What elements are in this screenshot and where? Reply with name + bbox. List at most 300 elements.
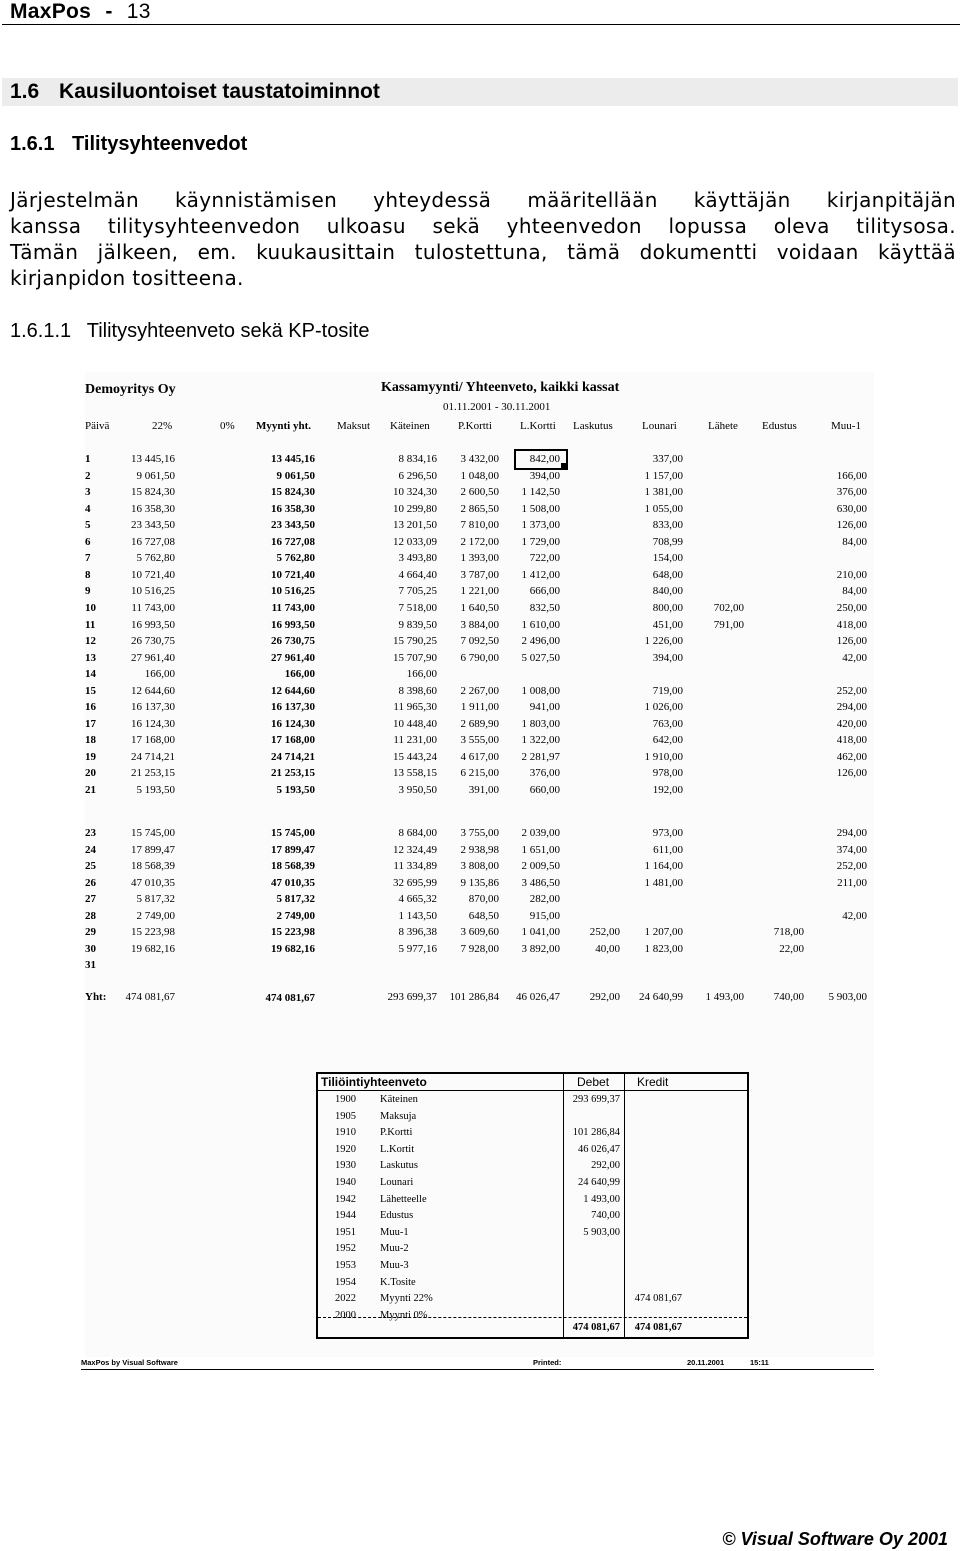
table-cell: 12 644,60 <box>131 684 175 697</box>
section-text: Kausiluontoiset taustatoiminnot <box>59 80 380 103</box>
table-cell: 252,00 <box>836 684 867 697</box>
totals-cell: 292,00 <box>589 991 620 1003</box>
page-number: 13 <box>126 0 151 23</box>
body-line: Tämän jälkeen, em. kuukausittain tulostettuna, tämä dokumentti voidaan käyttää <box>10 240 956 264</box>
entry-account: 1953 <box>335 1260 356 1271</box>
column-header: Myynti yht. <box>256 420 311 432</box>
table-cell: 376,00 <box>836 486 867 499</box>
table-cell: 1 226,00 <box>644 635 683 648</box>
table-cell: 648,00 <box>652 568 683 581</box>
table-cell: 84,00 <box>842 535 867 548</box>
entry-name: Myynti 0% <box>380 1309 428 1321</box>
day-cell: 20 <box>85 767 96 780</box>
entry-account: 1940 <box>335 1177 356 1188</box>
table-cell: 15 443,24 <box>393 750 437 763</box>
day-cell: 12 <box>85 635 96 648</box>
table-cell: 1 207,00 <box>644 926 683 939</box>
table-cell: 800,00 <box>652 602 683 614</box>
table-cell: 192,00 <box>652 784 683 796</box>
table-cell: 630,00 <box>836 502 867 515</box>
table-cell: 1 640,50 <box>460 602 499 614</box>
entry-name: Maksuja <box>380 1110 417 1122</box>
table-cell: 252,00 <box>589 926 620 939</box>
table-cell: 84,00 <box>842 585 867 598</box>
table-cell: 15 824,30 <box>131 486 175 499</box>
body-line: kanssa tilitysyhteenvedon ulkoasu sekä yhteenvedon lopussa oleva tilitysosa. <box>10 214 956 238</box>
table-cell: 24 714,21 <box>271 750 315 763</box>
table-cell: 1 026,00 <box>644 701 683 714</box>
table-cell: 420,00 <box>836 717 867 730</box>
table-cell: 666,00 <box>529 585 560 598</box>
table-cell: 8 834,16 <box>398 453 437 465</box>
subsection-title <box>10 133 247 156</box>
table-cell: 12 324,49 <box>393 843 437 856</box>
table-cell: 15 745,00 <box>271 827 315 839</box>
day-cell: 5 <box>85 519 91 532</box>
table-cell: 2 600,50 <box>460 486 499 499</box>
table-cell: 973,00 <box>652 827 683 839</box>
table-cell: 611,00 <box>653 843 683 856</box>
table-cell: 3 884,00 <box>460 618 499 631</box>
table-cell: 8 684,00 <box>398 827 437 839</box>
table-cell: 1 143,50 <box>398 909 437 922</box>
column-header: Maksut <box>337 420 370 432</box>
body-line: Järjestelmän käynnistämisen yhteydessä määritellään käyttäjän kirjanpitäjän <box>10 188 956 212</box>
table-cell: 10 516,25 <box>271 585 315 598</box>
day-cell: 21 <box>85 784 96 796</box>
table-cell: 5 193,50 <box>276 784 315 796</box>
table-cell: 13 445,16 <box>271 453 315 465</box>
table-cell: 11 965,30 <box>393 701 437 714</box>
table-cell: 1 651,00 <box>521 843 560 856</box>
report-period: 01.11.2001 - 30.11.2001 <box>443 401 551 413</box>
table-cell: 1 157,00 <box>644 469 683 482</box>
table-cell: 1 048,00 <box>460 469 499 482</box>
day-cell: 28 <box>85 909 96 922</box>
table-cell: 15 223,98 <box>131 926 175 939</box>
copyright: © Visual Software Oy 2001 <box>722 1529 948 1549</box>
table-cell: 294,00 <box>836 827 867 839</box>
entries-divider <box>563 1074 564 1337</box>
day-cell: 31 <box>85 959 96 972</box>
entry-account: 1944 <box>335 1210 356 1222</box>
table-cell: 2 938,98 <box>460 843 499 856</box>
table-cell: 5 193,50 <box>136 784 175 796</box>
table-cell: 16 358,30 <box>131 502 175 515</box>
table-cell: 13 558,15 <box>393 767 437 780</box>
table-cell: 40,00 <box>595 942 620 955</box>
table-cell: 2 172,00 <box>460 535 499 548</box>
table-cell: 1 164,00 <box>644 860 683 873</box>
fill-handle[interactable] <box>561 463 566 468</box>
table-cell: 23 343,50 <box>131 519 175 532</box>
column-header: Edustus <box>762 420 797 432</box>
day-cell: 14 <box>85 668 96 681</box>
table-cell: 3 755,00 <box>460 827 499 839</box>
table-cell: 870,00 <box>468 893 499 906</box>
table-cell: 21 253,15 <box>131 767 175 780</box>
entry-name: Edustus <box>380 1210 414 1222</box>
day-cell: 30 <box>85 942 96 955</box>
table-cell: 2 496,00 <box>521 635 560 648</box>
table-cell: 42,00 <box>842 909 867 922</box>
totals-cell: 1 493,00 <box>705 991 744 1003</box>
table-cell: 2 749,00 <box>276 909 315 922</box>
report-footer-rule <box>81 1369 874 1370</box>
day-cell: 29 <box>85 926 96 939</box>
table-cell: 978,00 <box>652 767 683 780</box>
entry-name: L.Kortit <box>380 1143 415 1155</box>
table-cell: 16 137,30 <box>271 701 315 714</box>
table-cell: 1 803,00 <box>521 717 560 730</box>
entry-debet: 46 026,47 <box>578 1143 620 1155</box>
table-cell: 1 481,00 <box>644 876 683 889</box>
table-cell: 660,00 <box>529 784 560 796</box>
table-cell: 648,50 <box>468 909 499 922</box>
column-header: Lähete <box>708 420 738 432</box>
table-cell: 9 839,50 <box>398 618 437 631</box>
table-cell: 13 201,50 <box>393 519 437 532</box>
table-cell: 17 899,47 <box>271 843 315 856</box>
table-cell: 1 041,00 <box>521 926 560 939</box>
table-cell: 3 787,00 <box>460 568 499 581</box>
table-cell: 5 817,32 <box>276 893 315 906</box>
body-paragraph <box>10 187 956 291</box>
body-line: kirjanpidon tositteena. <box>10 266 244 290</box>
table-cell: 47 010,35 <box>271 876 315 889</box>
table-cell: 126,00 <box>836 635 867 648</box>
table-cell: 166,00 <box>284 668 315 681</box>
totals-cell: 5 903,00 <box>828 991 867 1003</box>
totals-cell: 101 286,84 <box>449 991 499 1003</box>
table-cell: 3 892,00 <box>521 942 560 955</box>
entry-account: 1951 <box>335 1226 356 1238</box>
entry-name: Lounari <box>380 1177 414 1188</box>
table-cell: 16 358,30 <box>271 502 315 515</box>
table-cell: 12 644,60 <box>271 684 315 697</box>
entry-debet: 5 903,00 <box>583 1226 620 1238</box>
table-cell: 394,00 <box>652 651 683 664</box>
table-cell: 6 296,50 <box>398 469 437 482</box>
entry-name: Muu-1 <box>380 1226 409 1238</box>
table-cell: 418,00 <box>836 618 867 631</box>
table-cell: 10 324,30 <box>393 486 437 499</box>
table-cell: 4 617,00 <box>460 750 499 763</box>
entry-account: 2022 <box>335 1293 356 1305</box>
table-cell: 3 950,50 <box>398 784 437 796</box>
entry-kredit: 474 081,67 <box>634 1293 682 1305</box>
day-cell: 17 <box>85 717 96 730</box>
table-cell: 791,00 <box>713 618 744 631</box>
table-cell: 17 899,47 <box>131 843 175 856</box>
entry-account: 1954 <box>335 1276 356 1288</box>
entry-name: Muu-3 <box>380 1260 409 1271</box>
table-cell: 1 381,00 <box>644 486 683 499</box>
day-cell: 23 <box>85 827 96 839</box>
table-cell: 7 518,00 <box>398 602 437 614</box>
table-cell: 166,00 <box>144 668 175 681</box>
report-footer-left: MaxPos by Visual Software <box>81 1358 178 1367</box>
report-printed-time: 15:11 <box>750 1358 769 1367</box>
header-rule <box>2 24 960 25</box>
table-cell: 11 743,00 <box>271 602 315 614</box>
table-cell: 3 432,00 <box>460 453 499 465</box>
day-cell: 3 <box>85 486 91 499</box>
totals-cell: 474 081,67 <box>265 992 315 1004</box>
table-cell: 16 727,08 <box>131 535 175 548</box>
day-cell: 16 <box>85 701 96 714</box>
table-cell: 21 253,15 <box>271 767 315 780</box>
table-cell: 2 009,50 <box>521 860 560 873</box>
table-cell: 391,00 <box>468 784 499 796</box>
day-cell: 6 <box>85 535 91 548</box>
header-separator: - <box>105 0 113 23</box>
entries-box <box>316 1072 749 1339</box>
table-cell: 3 609,60 <box>460 926 499 939</box>
entry-name: Käteinen <box>380 1094 418 1105</box>
entry-account: 1900 <box>335 1094 356 1105</box>
table-cell: 7 705,25 <box>398 585 437 598</box>
table-cell: 2 267,00 <box>460 684 499 697</box>
table-cell: 11 231,00 <box>393 734 437 747</box>
table-cell: 252,00 <box>836 860 867 873</box>
table-cell: 19 682,16 <box>131 942 175 955</box>
table-cell: 832,50 <box>529 602 560 614</box>
day-cell: 24 <box>85 843 96 856</box>
table-cell: 376,00 <box>529 767 560 780</box>
table-cell: 840,00 <box>652 585 683 598</box>
table-cell: 1 910,00 <box>644 750 683 763</box>
table-cell: 1 373,00 <box>521 519 560 532</box>
table-cell: 32 695,99 <box>393 876 437 889</box>
table-cell: 3 486,50 <box>521 876 560 889</box>
table-cell: 9 061,50 <box>136 469 175 482</box>
report-image <box>81 372 874 1372</box>
table-cell: 210,00 <box>836 568 867 581</box>
table-cell: 642,00 <box>652 734 683 747</box>
table-cell: 722,00 <box>529 552 560 565</box>
table-cell: 719,00 <box>652 684 683 697</box>
column-header: Käteinen <box>390 420 430 432</box>
subsubsection-number: 1.6.1.1 <box>10 320 72 342</box>
table-cell: 166,00 <box>836 469 867 482</box>
table-cell: 8 396,38 <box>398 926 437 939</box>
table-cell: 4 665,32 <box>398 893 437 906</box>
table-cell: 11 334,89 <box>393 860 437 873</box>
table-cell: 1 008,00 <box>521 684 560 697</box>
table-cell: 10 516,25 <box>131 585 175 598</box>
table-cell: 22,00 <box>779 942 804 955</box>
entry-account: 1930 <box>335 1160 356 1172</box>
table-cell: 23 343,50 <box>271 519 315 532</box>
column-header: P.Kortti <box>458 420 492 432</box>
report-title: Kassamyynti/ Yhteenveto, kaikki kassat <box>381 380 620 395</box>
table-cell: 26 730,75 <box>271 635 315 648</box>
table-cell: 3 808,00 <box>460 860 499 873</box>
table-cell: 5 027,50 <box>521 651 560 664</box>
table-cell: 5 817,32 <box>136 893 175 906</box>
table-cell: 16 124,30 <box>131 717 175 730</box>
entry-name: K.Tosite <box>380 1276 416 1288</box>
table-cell: 1 412,00 <box>521 568 560 581</box>
entries-title: Tiliöintiyhteenveto <box>321 1075 427 1089</box>
day-cell: 11 <box>85 618 96 631</box>
entry-name: Muu-2 <box>380 1243 409 1255</box>
subsubsection-text: Tilitysyhteenveto sekä KP-tosite <box>86 320 370 342</box>
table-cell: 10 721,40 <box>271 568 315 581</box>
table-cell: 17 168,00 <box>271 734 315 747</box>
table-cell: 418,00 <box>836 734 867 747</box>
report-printed-label: Printed: <box>533 1358 562 1367</box>
entry-debet: 1 493,00 <box>583 1193 620 1205</box>
table-cell: 394,00 <box>529 469 560 482</box>
table-cell: 282,00 <box>529 893 560 906</box>
table-cell: 941,00 <box>529 701 560 714</box>
table-cell: 763,00 <box>652 717 683 730</box>
day-cell: 2 <box>85 469 91 482</box>
table-cell: 451,00 <box>652 618 683 631</box>
table-cell: 2 749,00 <box>136 909 175 922</box>
totals-cell: 740,00 <box>773 991 804 1003</box>
entry-account: 1910 <box>335 1127 356 1139</box>
table-cell: 250,00 <box>836 602 867 614</box>
table-cell: 27 961,40 <box>271 651 315 664</box>
table-cell: 13 445,16 <box>131 453 175 465</box>
table-cell: 15 223,98 <box>271 926 315 939</box>
selected-cell[interactable] <box>514 449 568 470</box>
table-cell: 1 322,00 <box>521 734 560 747</box>
table-cell: 126,00 <box>836 519 867 532</box>
entry-name: Laskutus <box>380 1160 418 1172</box>
table-cell: 7 092,50 <box>460 635 499 648</box>
table-cell: 5 762,80 <box>276 552 315 565</box>
day-cell: 1 <box>85 453 91 465</box>
table-cell: 4 664,40 <box>398 568 437 581</box>
day-cell: 7 <box>85 552 91 565</box>
table-cell: 842,00 <box>529 453 560 465</box>
table-cell: 15 824,30 <box>271 486 315 499</box>
table-cell: 5 762,80 <box>136 552 175 565</box>
entry-account: 2000 <box>335 1309 356 1321</box>
totals-cell: 46 026,47 <box>516 991 560 1003</box>
table-cell: 1 055,00 <box>644 502 683 515</box>
table-cell: 1 729,00 <box>521 535 560 548</box>
table-cell: 27 961,40 <box>131 651 175 664</box>
table-cell: 47 010,35 <box>131 876 175 889</box>
table-cell: 11 743,00 <box>131 602 175 614</box>
column-header: 22% <box>152 420 173 432</box>
table-cell: 9 135,86 <box>460 876 499 889</box>
day-cell: 27 <box>85 893 96 906</box>
table-cell: 10 448,40 <box>393 717 437 730</box>
column-header: L.Kortti <box>520 420 556 432</box>
table-cell: 15 790,25 <box>393 635 437 648</box>
entry-name: P.Kortti <box>380 1127 413 1139</box>
table-cell: 17 168,00 <box>131 734 175 747</box>
table-cell: 337,00 <box>652 453 683 465</box>
table-cell: 166,00 <box>406 668 437 681</box>
entry-debet: 292,00 <box>591 1160 620 1172</box>
table-cell: 16 727,08 <box>271 535 315 548</box>
table-cell: 16 137,30 <box>131 701 175 714</box>
table-cell: 10 721,40 <box>131 568 175 581</box>
report-printed-date: 20.11.2001 <box>687 1358 725 1367</box>
table-cell: 2 865,50 <box>460 502 499 515</box>
totals-label: Yht: <box>85 991 107 1003</box>
entry-account: 1952 <box>335 1243 356 1255</box>
day-cell: 10 <box>85 602 96 614</box>
column-header: Lounari <box>642 420 677 432</box>
table-cell: 6 215,00 <box>460 767 499 780</box>
table-cell: 24 714,21 <box>131 750 175 763</box>
page-header <box>10 0 151 24</box>
table-cell: 18 568,39 <box>271 860 315 873</box>
table-cell: 5 977,16 <box>398 942 437 955</box>
table-cell: 16 993,50 <box>131 618 175 631</box>
table-cell: 18 568,39 <box>131 860 175 873</box>
entry-name: Myynti 22% <box>380 1293 433 1305</box>
column-header: Muu-1 <box>831 420 861 432</box>
entry-debet: 740,00 <box>591 1210 620 1222</box>
subsection-number: 1.6.1 <box>10 133 55 155</box>
table-cell: 10 299,80 <box>393 502 437 515</box>
section-title <box>10 80 380 104</box>
totals-cell: 474 081,67 <box>125 991 175 1003</box>
column-header: 0% <box>220 420 235 432</box>
table-cell: 126,00 <box>836 767 867 780</box>
table-cell: 2 689,90 <box>460 717 499 730</box>
subsubsection-title <box>10 320 369 343</box>
day-cell: 13 <box>85 651 96 664</box>
day-cell: 9 <box>85 585 91 598</box>
totals-cell: 293 699,37 <box>387 991 437 1003</box>
day-cell: 8 <box>85 568 91 581</box>
total-debet: 474 081,67 <box>572 1322 620 1333</box>
day-cell: 4 <box>85 502 91 515</box>
table-cell: 3 555,00 <box>460 734 499 747</box>
table-cell: 1 911,00 <box>460 701 499 714</box>
table-cell: 1 142,50 <box>521 486 560 499</box>
entry-debet: 293 699,37 <box>572 1094 620 1105</box>
table-cell: 1 823,00 <box>644 942 683 955</box>
table-cell: 708,99 <box>652 535 683 548</box>
subsection-text: Tilitysyhteenvedot <box>72 133 248 155</box>
entry-account: 1905 <box>335 1110 356 1122</box>
table-cell: 15 745,00 <box>131 827 175 839</box>
table-cell: 1 508,00 <box>521 502 560 515</box>
table-cell: 6 790,00 <box>460 651 499 664</box>
column-header: Päivä <box>85 420 110 432</box>
table-cell: 718,00 <box>773 926 804 939</box>
entry-debet: 24 640,99 <box>578 1177 620 1188</box>
product-name: MaxPos <box>10 0 92 23</box>
day-cell: 19 <box>85 750 96 763</box>
entry-name: Lähetteelle <box>380 1193 427 1205</box>
debet-header: Debet <box>577 1075 610 1089</box>
table-cell: 1 393,00 <box>460 552 499 565</box>
table-cell: 16 993,50 <box>271 618 315 631</box>
table-cell: 2 281,97 <box>521 750 560 763</box>
totals-cell: 24 640,99 <box>639 991 683 1003</box>
table-cell: 915,00 <box>529 909 560 922</box>
table-cell: 15 707,90 <box>393 651 437 664</box>
table-cell: 7 928,00 <box>460 942 499 955</box>
table-cell: 8 398,60 <box>398 684 437 697</box>
day-cell: 18 <box>85 734 96 747</box>
table-cell: 12 033,09 <box>393 535 437 548</box>
table-cell: 374,00 <box>836 843 867 856</box>
table-cell: 16 124,30 <box>271 717 315 730</box>
